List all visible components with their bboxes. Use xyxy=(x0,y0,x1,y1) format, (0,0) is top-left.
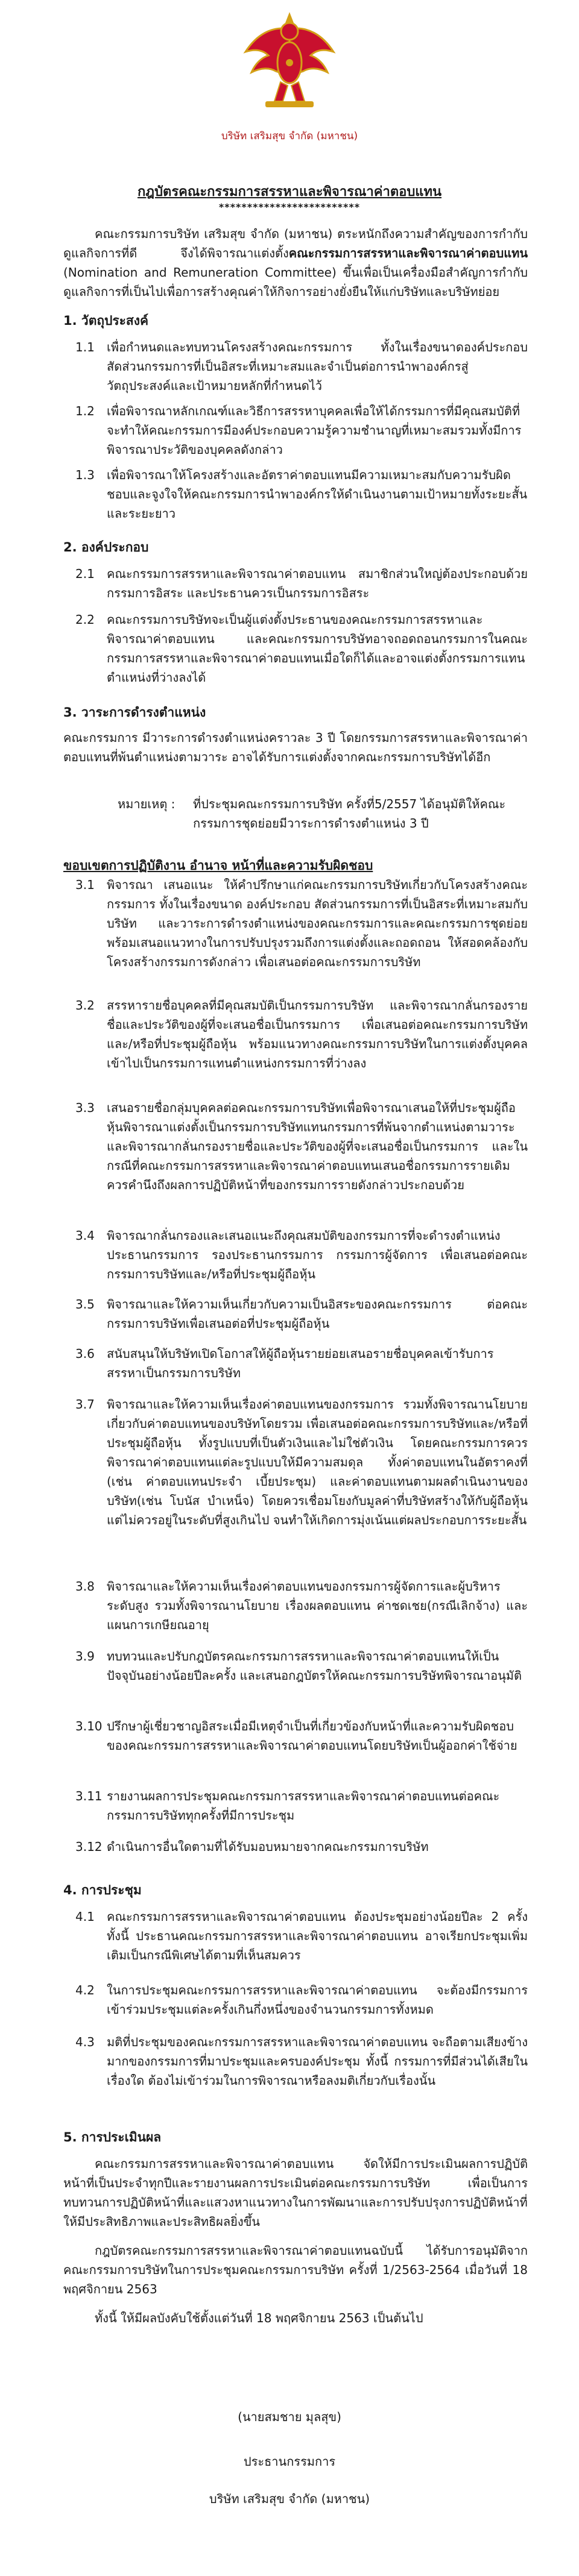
item-number: 4.3 xyxy=(75,2035,95,2049)
section-5-heading: 5. การประเมินผล xyxy=(63,2130,162,2144)
item-text: พิจารณากลั่นกรองและเสนอแนะถึงคุณสมบัติของกรรมการที่จะดำรงตำแหน่งประธานกรรมการ รองประธานกรรมการ กรรมการผู้จัดการ เพื่อเสนอต่อคณะกรรมการบริษัทและ/หรือที่ประชุมผู้ถือหุ้น xyxy=(107,1228,528,1281)
item-text: คณะกรรมการสรรหาและพิจารณาค่าตอบแทน ต้องประชุมอย่างน้อยปีละ 2 ครั้ง ทั้งนี้ ประธานคณะกรรมการสรรหาและพิจารณาค่าตอบแทน อาจเรียกประชุมเพิ่มเติมเป็นกรณีพิเศษได้ตามที่เห็นสมควร xyxy=(107,1909,528,1962)
item-text: พิจารณา เสนอแนะ ให้คำปรึกษาแก่คณะกรรมการบริษัทเกี่ยวกับโครงสร้างคณะกรรมการ ทั้งในเรื่องขนาด องค์ประกอบ สัดส่วนกรรมการที่เป็นอิสระที่เหมาะสมกับบริษัท และวาระการดำรงตำแหน่งของคณะกรรมการและคณะกรรมการชุดย่อย พร้อมเสนอแนวทางในการปรับปรุงรวมถึงการแต่งตั้งและถอดถอน ให้สอดคล้องกับโครงสร้างกรรมการดังกล่าว เพื่อเสนอต่อคณะกรรมการบริษัท xyxy=(107,878,528,969)
item-number: 3.7 xyxy=(75,1397,95,1412)
item-number: 1.3 xyxy=(75,468,95,482)
intro-paragraph xyxy=(63,224,528,301)
item-number: 3.1 xyxy=(75,878,95,892)
item-text: ทบทวนและปรับกฎบัตรคณะกรรมการสรรหาและพิจารณาค่าตอบแทนให้เป็นปัจจุบันอย่างน้อยปีละครั้ง และเสนอกฎบัตรให้คณะกรรมการบริษัทพิจารณาอนุมัติ xyxy=(107,1649,522,1683)
evaluation-text: คณะกรรมการสรรหาและพิจารณาค่าตอบแทน จัดให้มีการประเมินผลการปฏิบัติหน้าที่เป็นประจำทุกปีและรายงานผลการประเมินต่อคณะกรรมการบริษัท เพื่อเป็นการทบทวนการปฏิบัติหน้าที่และแสวงหาแนวทางในการพัฒนาและการปรับปรุงการปฏิบัติหน้าที่ให้มีประสิทธิภาพและประสิทธิผลยิ่งขึ้น xyxy=(63,2157,528,2229)
intro-text-2: (Nomination and Remuneration Committee) ขึ้นเพื่อเป็นเครื่องมือสำคัญการกำกับดูแลกิจการที่เป็นไปเพื่อการสร้างคุณค่าให้กิจการอย่างยั่งยืนให้แก่บริษัทและบริษัทย่อย xyxy=(63,265,528,299)
list-item xyxy=(75,401,528,459)
scope-heading: ขอบเขตการปฏิบัติงาน อำนาจ หน้าที่และความรับผิดชอบ xyxy=(63,858,373,873)
garuda-emblem-icon xyxy=(238,5,341,125)
item-number: 3.3 xyxy=(75,1101,95,1115)
item-text: สนับสนุนให้บริษัทเปิดโอกาสให้ผู้ถือหุ้นรายย่อยเสนอรายชื่อบุคคลเข้ารับการสรรหาเป็นกรรมการบริษัท xyxy=(107,1346,494,1380)
document-title: กฎบัตรคณะกรรมการสรรหาและพิจารณาค่าตอบแทน xyxy=(137,184,442,199)
item-number: 2.1 xyxy=(75,567,95,581)
item-number: 3.5 xyxy=(75,1297,95,1312)
section-3-heading: 3. วาระการดำรงตำแหน่ง xyxy=(63,705,206,720)
item-number: 3.4 xyxy=(75,1228,95,1243)
item-number: 3.11 xyxy=(75,1789,103,1803)
item-text: คณะกรรมการสรรหาและพิจารณาค่าตอบแทน สมาชิกส่วนใหญ่ต้องประกอบด้วยกรรมการอิสระ และประธานควรเป็นกรรมการอิสระ xyxy=(107,567,528,600)
evaluation-paragraph xyxy=(63,2154,528,2231)
item-text: เพื่อพิจารณาหลักเกณฑ์และวิธีการสรรหาบุคคลเพื่อให้ได้กรรมการที่มีคุณสมบัติที่จะทำให้คณะกรรมการมีองค์ประกอบความรู้ความชำนาญที่เหมาะสมรวมทั้งมีการพิจารณาประวัติของบุคคลดังกล่าว xyxy=(107,404,522,457)
item-number: 3.2 xyxy=(75,998,95,1013)
item-number: 1.1 xyxy=(75,340,95,354)
list-item xyxy=(75,564,528,603)
item-text: คณะกรรมการบริษัทจะเป็นผู้แต่งตั้งประธานของคณะกรรมการสรรหาและพิจารณาค่าตอบแทน และคณะกรรมการบริษัทอาจถอดถอนกรรมการในคณะกรรมการสรรหาและพิจารณาค่าตอบแทนเมื่อใดก็ได้และอาจแต่งตั้งกรรมการแทนตำแหน่งที่ว่างลงได้ xyxy=(107,612,528,685)
list-item xyxy=(75,1226,528,1284)
signatory-position: ประธานกรรมการ xyxy=(243,2454,336,2469)
note-label: หมายเหตุ : xyxy=(118,797,176,811)
item-text: สรรหารายชื่อบุคคลที่มีคุณสมบัติเป็นกรรมการบริษัท และพิจารณากลั่นกรองรายชื่อและประวัติของผู้ที่จะเสนอชื่อเป็นกรรมการ เพื่อเสนอต่อคณะกรรมการบริษัทและ/หรือที่ประชุมผู้ถือหุ้น พร้อมแนวทางคณะกรรมการบริษัทในการแต่งตั้งบุคคลเข้าไปเป็นกรรมการแทนตำแหน่งกรรมการที่ว่างลง xyxy=(107,998,528,1070)
intro-text-1: คณะกรรมการบริษัท เสริมสุข จำกัด (มหาชน) ตระหนักถึงความสำคัญของการกำกับดูแลกิจการที่ดี จึงได้พิจารณาแต่งตั้ง xyxy=(63,227,528,260)
intro-text-bold: คณะกรรมการสรรหาและพิจารณาค่าตอบแทน xyxy=(288,246,528,260)
item-number: 3.6 xyxy=(75,1346,95,1361)
list-item xyxy=(75,1907,528,1965)
list-item xyxy=(75,1577,528,1635)
item-text: พิจารณาและให้ความเห็นเกี่ยวกับความเป็นอิสระของคณะกรรมการ ต่อคณะกรรมการบริษัทเพื่อเสนอต่อที่ประชุมผู้ถือหุ้น xyxy=(107,1297,528,1331)
list-item xyxy=(75,338,528,395)
item-text: พิจารณาและให้ความเห็นเรื่องค่าตอบแทนของกรรมการผู้จัดการและผู้บริหารระดับสูง รวมทั้งพิจารณานโยบาย เรื่องผลตอบแทน ค่าชดเชย(กรณีเลิกจ้าง) และแผนการเกษียณอายุ xyxy=(107,1579,528,1632)
item-number: 2.2 xyxy=(75,612,95,627)
item-number: 4.2 xyxy=(75,1983,95,1997)
section-1-heading: 1. วัตถุประสงค์ xyxy=(63,313,149,328)
item-text: พิจารณาและให้ความเห็นเรื่องค่าตอบแทนของกรรมการ รวมทั้งพิจารณานโยบายเกี่ยวกับค่าตอบแทนของบริษัทโดยรวม เพื่อเสนอต่อคณะกรรมการบริษัทและ/หรือที่ประชุมผู้ถือหุ้น ทั้งรูปแบบที่เป็นตัวเงินและไม่ใช่ตัวเงิน โดยคณะกรรมการควรพิจารณาค่าตอบแทนแต่ละรูปแบบให้มีความสมดุล ทั้งค่าตอบแทนในอัตราคงที่ (เช่น ค่าตอบแทนประจำ เบี้ยประชุม) และค่าตอบแทนตามผลดำเนินงานของบริษัท(เช่น โบนัส บำเหน็จ) โดยควรเชื่อมโยงกับมูลค่าที่บริษัทสร้างให้กับผู้ถือหุ้น แต่ไม่ควรอยู่ในระดับที่สูงเกินไป จนทำให้เกิดการมุ่งเน้นแต่ผลประกอบการระยะสั้น xyxy=(107,1397,528,1527)
term-text: คณะกรรมการ มีวาระการดำรงตำแหน่งคราวละ 3 ปี โดยกรรมการสรรหาและพิจารณาค่าตอบแทนที่พ้นตำแหน่งตามวาระ อาจได้รับการแต่งตั้งจากคณะกรรมการบริษัทได้อีก xyxy=(63,730,528,764)
list-item xyxy=(75,1647,528,1685)
approval-paragraph xyxy=(63,2241,528,2299)
title-divider: ************************* xyxy=(218,201,361,213)
term-paragraph xyxy=(63,728,528,767)
item-number: 3.10 xyxy=(75,1719,103,1733)
item-number: 3.12 xyxy=(75,1839,103,1854)
section-2-heading: 2. องค์ประกอบ xyxy=(63,540,149,554)
item-number: 1.2 xyxy=(75,404,95,418)
effective-text: ทั้งนี้ ให้มีผลบังคับใช้ตั้งแต่วันที่ 18 พฤศจิกายน 2563 เป็นต้นไป xyxy=(95,2311,423,2325)
list-item xyxy=(75,1837,528,1856)
list-item xyxy=(75,996,528,1073)
item-number: 3.9 xyxy=(75,1649,95,1663)
list-item xyxy=(75,1098,528,1195)
list-item xyxy=(75,1717,528,1755)
effective-paragraph xyxy=(63,2308,528,2328)
approval-text: กฎบัตรคณะกรรมการสรรหาและพิจารณาค่าตอบแทนฉบับนี้ ได้รับการอนุมัติจากคณะกรรมการบริษัทในการประชุมคณะกรรมการบริษัท ครั้งที่ 1/2563-2564 เมื่อวันที่ 18 พฤศจิกายน 2563 xyxy=(63,2243,528,2296)
section-4-heading: 4. การประชุม xyxy=(63,1883,142,1897)
company-name-header: บริษัท เสริมสุข จำกัด (มหาชน) xyxy=(221,130,358,142)
item-text: มติที่ประชุมของคณะกรรมการสรรหาและพิจารณาค่าตอบแทน จะถือตามเสียงข้างมากของกรรมการที่มาประชุมและครบองค์ประชุม ทั้งนี้ กรรมการที่มีส่วนได้เสียในเรื่องใด ต้องไม่เข้าร่วมในการพิจารณาหรือลงมติเกี่ยวกับเรื่องนั้น xyxy=(107,2035,528,2088)
signatory-name: (นายสมชาย มุลสุข) xyxy=(238,2410,341,2424)
list-item xyxy=(75,875,528,972)
list-item xyxy=(75,1295,528,1333)
item-number: 4.1 xyxy=(75,1909,95,1924)
item-text: รายงานผลการประชุมคณะกรรมการสรรหาและพิจารณาค่าตอบแทนต่อคณะกรรมการบริษัททุกครั้งที่มีการประชุม xyxy=(107,1789,500,1823)
item-text: ดำเนินการอื่นใดตามที่ได้รับมอบหมายจากคณะกรรมการบริษัท xyxy=(107,1839,429,1854)
item-text: เพื่อพิจารณาให้โครงสร้างและอัตราค่าตอบแทนมีความเหมาะสมกับความรับผิดชอบและจูงใจให้คณะกรรมการนำพาองค์กรให้ดำเนินงานตามเป้าหมายทั้งระยะสั้นและระยะยาว xyxy=(107,468,528,521)
item-text: ปรึกษาผู้เชี่ยวชาญอิสระเมื่อมีเหตุจำเป็นที่เกี่ยวข้องกับหน้าที่และความรับผิดชอบของคณะกรรมการสรรหาและพิจารณาค่าตอบแทนโดยบริษัทเป็นผู้ออกค่าใช้จ่าย xyxy=(107,1719,517,1753)
item-number: 3.8 xyxy=(75,1579,95,1594)
list-item xyxy=(75,610,528,687)
list-item xyxy=(75,465,528,523)
item-text: เสนอรายชื่อกลุ่มบุคคลต่อคณะกรรมการบริษัทเพื่อพิจารณาเสนอให้ที่ประชุมผู้ถือหุ้นพิจารณาแต่งตั้งเป็นกรรมการบริษัทแทนกรรมการที่พ้นจากตำแหน่งตามวาระ และพิจารณากลั่นกรองรายชื่อและประวัติของผู้ที่จะเสนอชื่อเป็นกรรมการ และในกรณีที่คณะกรรมการสรรหาและพิจารณาค่าตอบแทนเสนอชื่อกรรมการรายเดิม ควรคำนึงถึงผลการปฏิบัติหน้าที่ของกรรมการรายดังกล่าวประกอบด้วย xyxy=(107,1101,528,1192)
list-item xyxy=(75,1981,528,2019)
list-item xyxy=(75,1395,528,1530)
item-text: เพื่อกำหนดและทบทวนโครงสร้างคณะกรรมการ ทั้งในเรื่องขนาดองค์ประกอบ สัดส่วนกรรมการที่เป็นอิสระที่เหมาะสมและจำเป็นต่อการนำพาองค์กรสู่วัตถุประสงค์และเป้าหมายหลักที่กำหนดไว้ xyxy=(107,340,528,393)
list-item xyxy=(75,1786,528,1825)
list-item xyxy=(75,2032,528,2090)
item-text: ในการประชุมคณะกรรมการสรรหาและพิจารณาค่าตอบแทน จะต้องมีกรรมการเข้าร่วมประชุมแต่ละครั้งเกินกึ่งหนึ่งของจำนวนกรรมการทั้งหมด xyxy=(107,1983,528,2017)
signatory-company: บริษัท เสริมสุข จำกัด (มหาชน) xyxy=(209,2492,370,2506)
term-note xyxy=(118,794,528,833)
list-item xyxy=(75,1344,528,1383)
note-text: ที่ประชุมคณะกรรมการบริษัท ครั้งที่5/2557 ได้อนุมัติให้คณะกรรมการชุดย่อยมีวาระการดำรงตำแหน่ง 3 ปี xyxy=(193,797,506,831)
